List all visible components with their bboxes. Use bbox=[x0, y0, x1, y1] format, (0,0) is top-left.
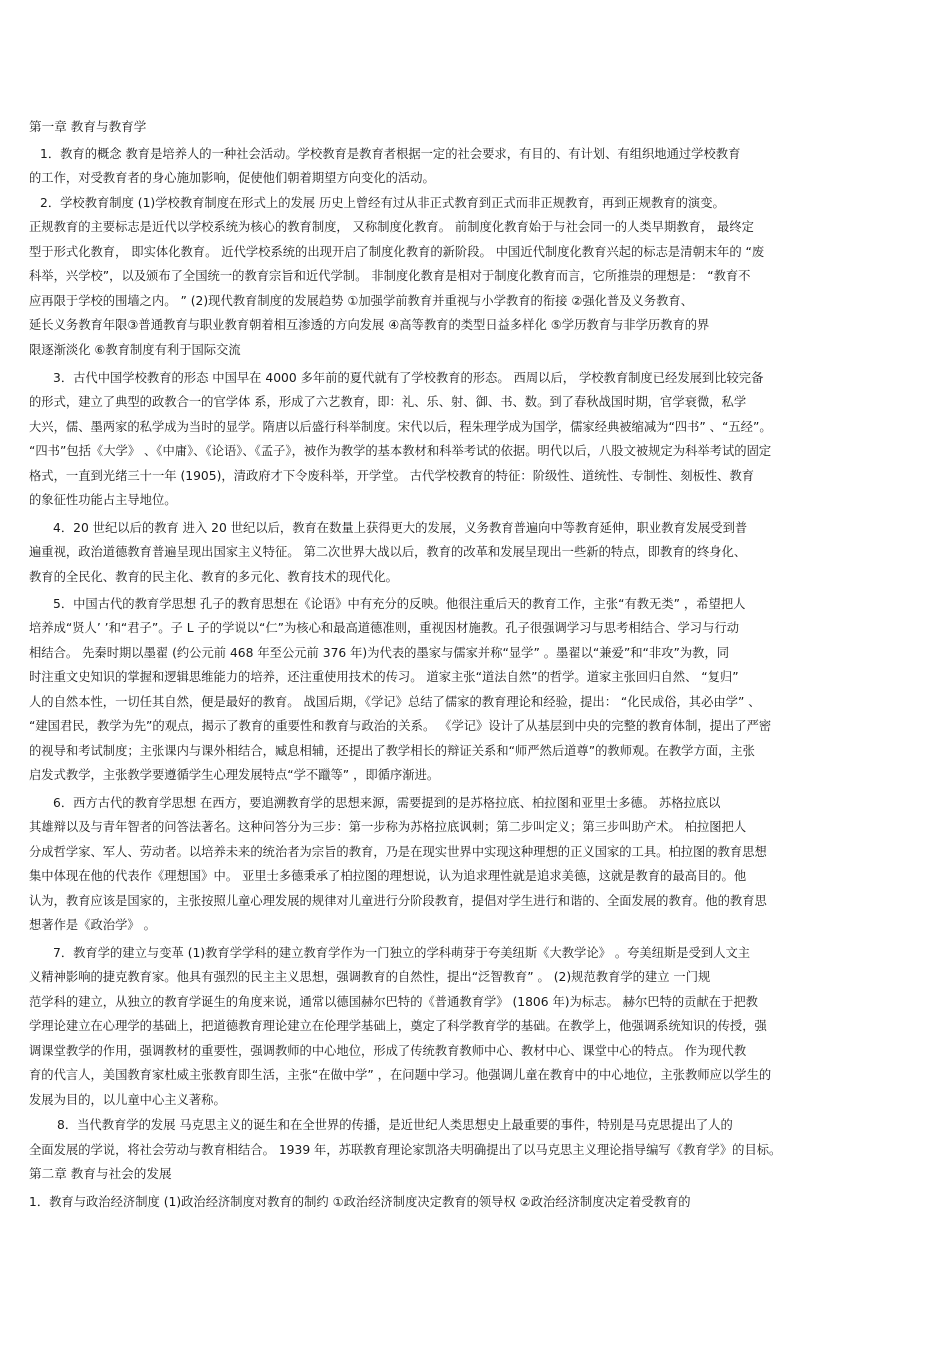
text-line: 发展为目的，以儿童中心主义著称。 bbox=[29, 1093, 226, 1107]
text-line: 学理论建立在心理学的基础上，把道德教育理论建立在伦理学基础上，奠定了科学教育学的基础。在教学上，他强调系统知识的传授，强 bbox=[29, 1019, 767, 1033]
section-2-heading: 2．学校教育制度 (1)学校教育制度在形式上的发展 历史上曾经有过从非正式教育到正式而非正规教育，再到正规教育的演变。 bbox=[40, 196, 725, 210]
text-line: 其雄辩以及与青年智者的问答法著名。这种问答分为三步：第一步称为苏格拉底讽刺；第二步叫定义；第三步叫助产术。 柏拉图把人 bbox=[29, 820, 747, 834]
text-line: 相结合。 先秦时期以墨翟 (约公元前 468 年至公元前 376 年)为代表的墨家与儒家并称“显学” 。墨翟以“兼爱”和“非攻”为教，同 bbox=[29, 646, 730, 660]
text-line: 分成哲学家、军人、劳动者。以培养未来的统治者为宗旨的教育，乃是在现实世界中实现这种理想的正义国家的工具。柏拉图的教育思想 bbox=[29, 845, 767, 859]
section-1-heading: 1．教育的概念 教育是培养人的一种社会活动。学校教育是教育者根据一定的社会要求，有目的、有计划、有组织地通过学校教育 bbox=[40, 147, 741, 161]
text-line: “四书”包括《大学》 、《中庸》、《论语》、《孟子》，被作为教学的基本教材和科举考试的依据。明代以后，八股文被规定为科举考试的固定 bbox=[29, 444, 772, 458]
text-line: 想著作是《政治学》 。 bbox=[29, 918, 156, 932]
section-4-heading: 4．20 世纪以后的教育 进入 20 世纪以后，教育在数量上获得更大的发展，义务教育普遍向中等教育延伸，职业教育发展受到普 bbox=[53, 521, 748, 535]
section-5-heading: 5．中国古代的教育学思想 孔子的教育思想在《论语》中有充分的反映。他很注重后天的教育工作，主张“有教无类” ，希望把人 bbox=[53, 597, 746, 611]
section-3-heading: 3．古代中国学校教育的形态 中国早在 4000 多年前的夏代就有了学校教育的形态。 西周以后， 学校教育制度已经发展到比较完备 bbox=[53, 371, 764, 385]
text-line: 启发式教学，主张教学要遵循学生心理发展特点“学不躐等” ，即循序渐进。 bbox=[29, 768, 440, 782]
text-line: 集中体现在他的代表作《理想国》中。 亚里士多德秉承了柏拉图的理想说，认为追求理性就是追求美德，这就是教育的最高目的。他 bbox=[29, 869, 747, 883]
text-line: 全面发展的学说，将社会劳动与教育相结合。 1939 年，苏联教育理论家凯洛夫明确提出了以马克思主义理论指导编写《教育学》的目标。 bbox=[29, 1143, 782, 1157]
text-line: 的视导和考试制度；主张课内与课外相结合，臧息相辅，还提出了教学相长的辩证关系和“师严然后道尊”的教师观。在教学方面，主张 bbox=[29, 744, 755, 758]
text-line: 调课堂教学的作用，强调教材的重要性，强调教师的中心地位，形成了传统教育教师中心、教材中心、课堂中心的特点。 作为现代教 bbox=[29, 1044, 747, 1058]
section-6-heading: 6．西方古代的教育学思想 在西方，要追溯教育学的思想来源，需要提到的是苏格拉底、柏拉图和亚里士多德。 苏格拉底以 bbox=[53, 796, 721, 810]
chapter-1-heading: 第一章 教育与教育学 bbox=[29, 119, 147, 134]
text-line: 遍重视，政治道德教育普遍呈现出国家主义特征。 第二次世界大战以后，教育的改革和发展呈现出一些新的特点，即教育的终身化、 bbox=[29, 545, 747, 559]
section-8-heading: 8．当代教育学的发展 马克思主义的诞生和在全世界的传播，是近世纪人类思想史上最重要的事件，特别是马克思提出了人的 bbox=[57, 1118, 733, 1132]
text-line: 的形式，建立了典型的政教合一的官学体 系，形成了六艺教育，即：礼、乐、射、御、书、数。到了春秋战国时期，官学衰微，私学 bbox=[29, 395, 747, 409]
section-7-heading: 7．教育学的建立与变革 (1)教育学学科的建立教育学作为一门独立的学科萌芽于夸美纽斯《大教学论》 。夸美纽斯是受到人文主 bbox=[53, 946, 751, 960]
text-line: 大兴，儒、墨两家的私学成为当时的显学。隋唐以后盛行科举制度。宋代以后，程朱理学成为国学，儒家经典被缩减为“四书” 、“五经”。 bbox=[29, 420, 772, 434]
text-line: 正规教育的主要标志是近代以学校系统为核心的教育制度， 又称制度化教育。 前制度化教育始于与社会同一的人类早期教育， 最终定 bbox=[29, 220, 754, 234]
text-line: 限逐渐淡化 ⑥教育制度有利于国际交流 bbox=[29, 343, 241, 357]
text-line: 范学科的建立，从独立的教育学诞生的角度来说，通常以德国赫尔巴特的《普通教育学》 (1806 年)为标志。 赫尔巴特的贡献在于把教 bbox=[29, 995, 758, 1009]
text-line: 应再限于学校的围墙之内。 ” (2)现代教育制度的发展趋势 ①加强学前教育并重视与小学教育的衔接 ②强化普及义务教育、 bbox=[29, 294, 694, 308]
text-line: 科举，兴学校”，以及颁布了全国统一的教育宗旨和近代学制。 非制度化教育是相对于制度化教育而言，它所推崇的理想是： “教育不 bbox=[29, 269, 751, 283]
chapter-2-section-1-heading: 1．教育与政治经济制度 (1)政治经济制度对教育的制约 ①政治经济制度决定教育的领导权 ②政治经济制度决定着受教育的 bbox=[29, 1195, 691, 1209]
chapter-2-heading: 第二章 教育与社会的发展 bbox=[29, 1166, 172, 1181]
text-line: 育的代言人，美国教育家杜威主张教育即生活，主张“在做中学” ，在问题中学习。他强调儿童在教育中的中心地位，主张教师应以学生的 bbox=[29, 1068, 772, 1082]
text-line: 义精神影响的捷克教育家。他具有强烈的民主主义思想，强调教育的自然性，提出“泛智教育” 。 (2)规范教育学的建立 一门规 bbox=[29, 970, 711, 984]
text-line: 的工作，对受教育者的身心施加影响，促使他们朝着期望方向变化的活动。 bbox=[29, 171, 435, 185]
text-line: 的象征性功能占主导地位。 bbox=[29, 493, 177, 507]
text-line: 时注重文史知识的掌握和逻辑思维能力的培养，还注重使用技术的传习。 道家主张“道法自然”的哲学。道家主张回归自然、 “复归” bbox=[29, 670, 739, 684]
text-line: 延长义务教育年限③普通教育与职业教育朝着相互渗透的方向发展 ④高等教育的类型日益多样化 ⑤学历教育与非学历教育的界 bbox=[29, 318, 710, 332]
text-line: 格式，一直到光绪三十一年 (1905)，清政府才下令废科举，开学堂。 古代学校教育的特征：阶级性、道统性、专制性、刻板性、教育 bbox=[29, 469, 755, 483]
text-line: “建国君民，教学为先”的观点，揭示了教育的重要性和教育与政治的关系。 《学记》设计了从基层到中央的完整的教育体制，提出了严密 bbox=[29, 719, 772, 733]
text-line: 培养成“贤人’ ’和“君子”。子 L 子的学说以“仁”为核心和最高道德准则，重视因材施教。孔子很强调学习与思考相结合、学习与行动 bbox=[29, 621, 739, 635]
text-line: 型于形式化教育， 即实体化教育。 近代学校系统的出现开启了制度化教育的新阶段。 中国近代制度化教育兴起的标志是清朝末年的 “废 bbox=[29, 245, 765, 259]
text-line: 认为，教育应该是国家的，主张按照儿童心理发展的规律对儿童进行分阶段教育，提倡对学生进行和谐的、全面发展的教育。他的教育思 bbox=[29, 894, 767, 908]
text-line: 人的自然本性，一切任其自然，便是最好的教育。 战国后期，《学记》总结了儒家的教育理论和经验，提出： “化民成俗，其必由学” 、 bbox=[29, 695, 761, 709]
text-line: 教育的全民化、教育的民主化、教育的多元化、教育技术的现代化。 bbox=[29, 570, 398, 584]
